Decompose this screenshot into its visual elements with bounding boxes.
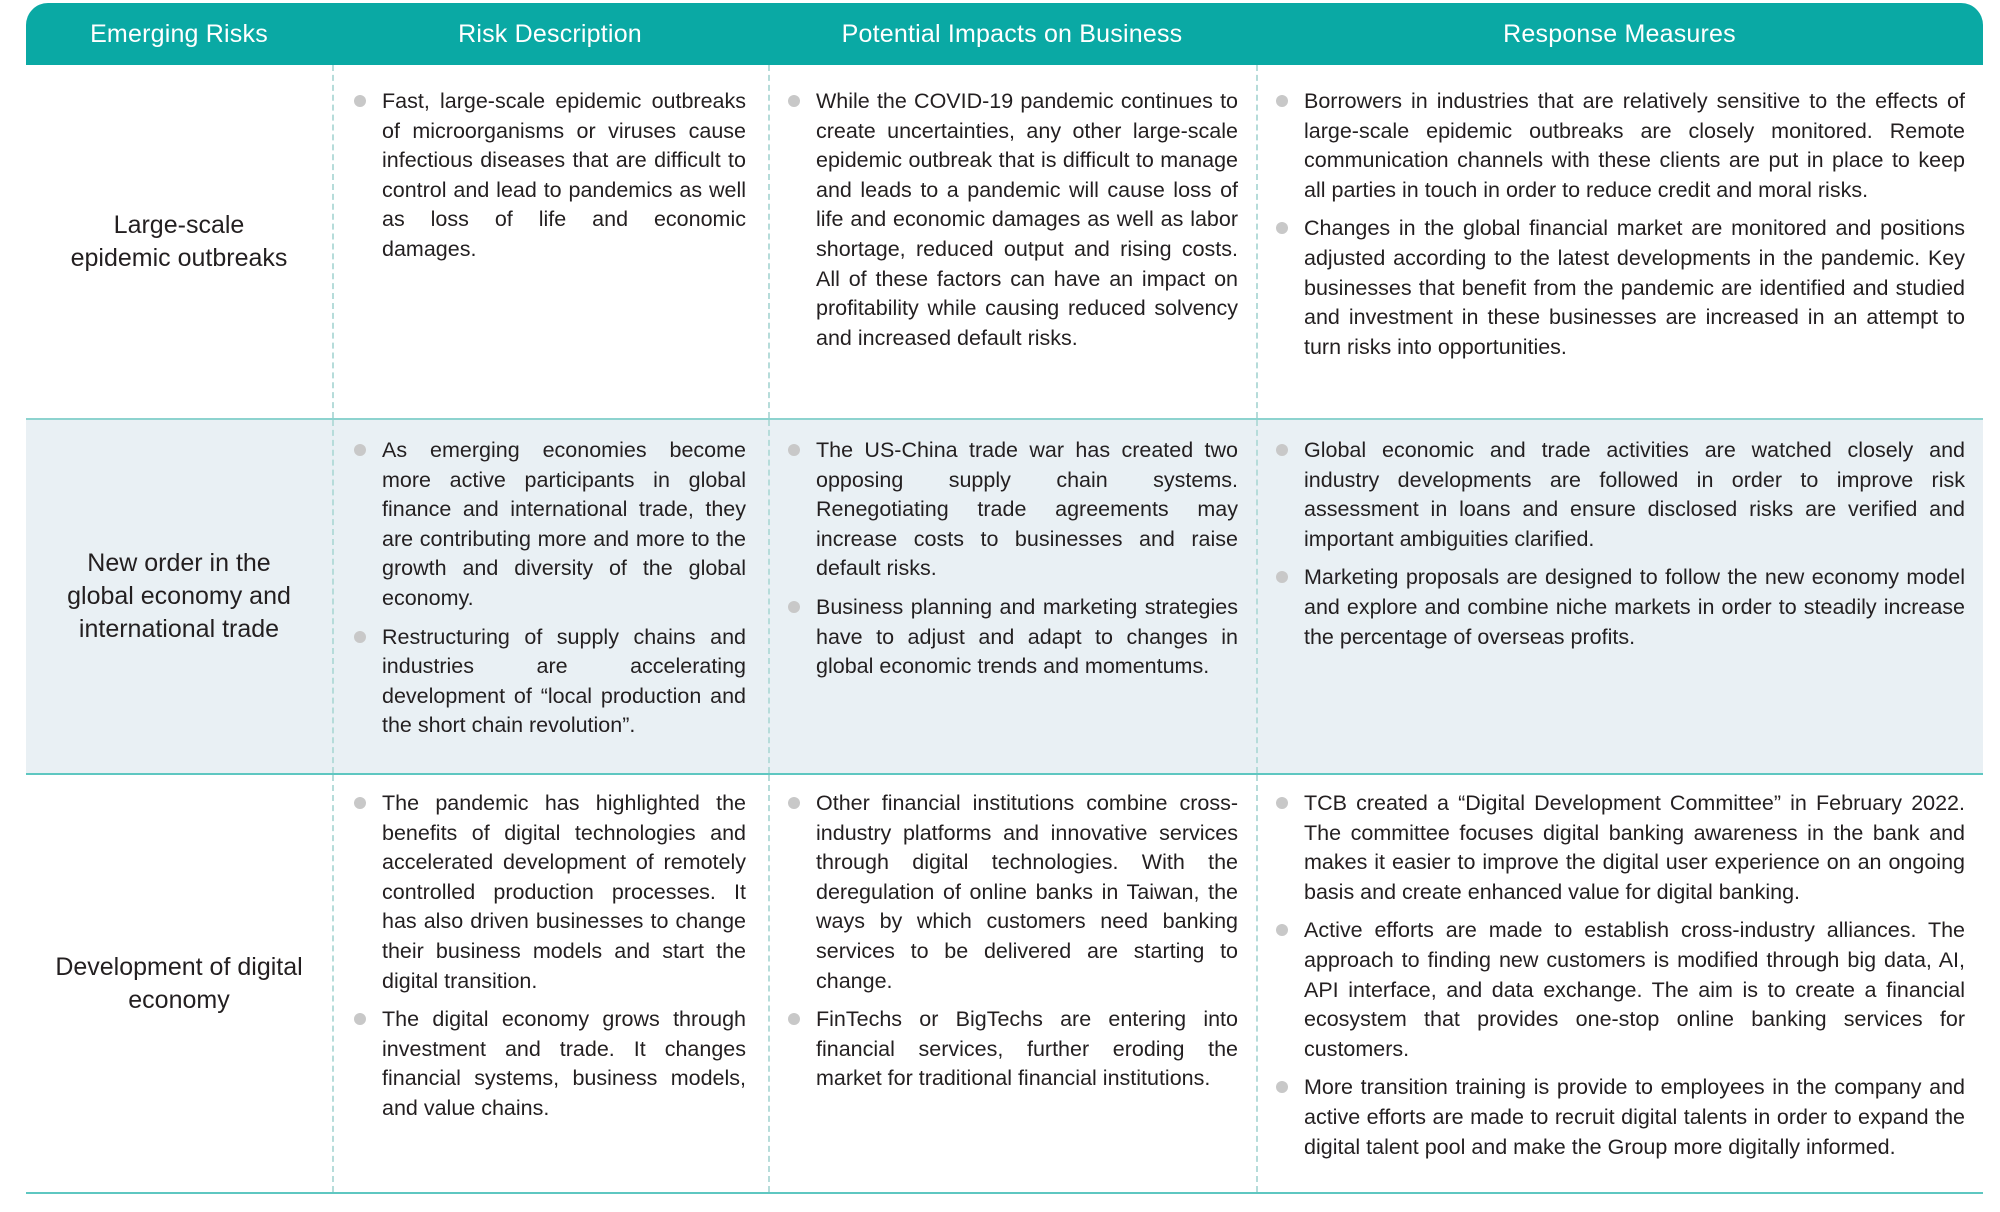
risk-name-cell: [26, 65, 332, 418]
potential-impacts-cell: [768, 420, 1256, 773]
list-item: The US-China trade war has created two opposing supply chain systems. Renegotiating trade agreements may increase costs to businesses and raise default risks.: [816, 436, 1238, 584]
list-item: More transition training is provide to employees in the company and active efforts are made to recruit digital talents in order to expand the digital talent pool and make the Group more digitally informed.: [1304, 1073, 1965, 1162]
emerging-risks-table: [26, 3, 1983, 1194]
header-risk-description: Risk Description: [458, 19, 642, 48]
list-item: The pandemic has highlighted the benefits of digital technologies and accelerated development of remotely controlled production processes. It has also driven businesses to change their business models and start the digital transition.: [382, 789, 746, 996]
list-item: FinTechs or BigTechs are entering into financial services, further eroding the market for traditional financial institutions.: [816, 1005, 1238, 1094]
list-item: As emerging economies become more active participants in global finance and international trade, they are contributing more and more to the growth and diversity of the global economy.: [382, 436, 746, 614]
list-item: Other financial institutions combine cross-industry platforms and innovative services through digital technologies. With the deregulation of online banks in Taiwan, the ways by which customers need banking services to be delivered are starting to change.: [816, 789, 1238, 996]
table-row: [26, 420, 1983, 775]
risk-description-cell: [332, 420, 768, 773]
list-item: Global economic and trade activities are watched closely and industry developments are followed in order to improve risk assessment in loans and ensure disclosed risks are verified and important ambiguities clarified.: [1304, 436, 1965, 554]
response-measures-cell: [1256, 775, 1983, 1192]
risk-name-cell: [26, 775, 332, 1192]
response-measures-cell: [1256, 420, 1983, 773]
list-item: Restructuring of supply chains and industries are accelerating development of “local production and the short chain revolution”.: [382, 623, 746, 741]
list-item: Active efforts are made to establish cross-industry alliances. The approach to finding new customers is modified through big data, AI, API interface, and data exchange. The aim is to create a financial ecosystem that provides one-stop online banking services for customers.: [1304, 916, 1965, 1064]
potential-impacts-cell: [768, 775, 1256, 1192]
header-potential-impacts: Potential Impacts on Business: [841, 19, 1183, 48]
list-item: TCB created a “Digital Development Committee” in February 2022. The committee focuses digital banking awareness in the bank and makes it easier to improve the digital user experience on an ongoing basis and create enhanced value for digital banking.: [1304, 789, 1965, 907]
list-item: Fast, large-scale epidemic outbreaks of microorganisms or viruses cause infectious diseases that are difficult to control and lead to pandemics as well as loss of life and economic damages.: [382, 87, 746, 265]
list-item: While the COVID-19 pandemic continues to create uncertainties, any other large-scale epidemic outbreak that is difficult to manage and leads to a pandemic will cause loss of life and economic damages as well as labor shortage, reduced output and rising costs. All of these factors can have an impact on profitability while causing reduced solvency and increased default risks.: [816, 87, 1238, 353]
list-item: Business planning and marketing strategies have to adjust and adapt to changes in global economic trends and momentums.: [816, 593, 1238, 682]
header-response-measures: Response Measures: [1503, 19, 1736, 48]
risk-description-cell: [332, 775, 768, 1192]
list-item: Marketing proposals are designed to follow the new economy model and explore and combine niche markets in order to steadily increase the percentage of overseas profits.: [1304, 563, 1965, 652]
potential-impacts-cell: [768, 65, 1256, 418]
risk-name: Development of digital economy: [55, 952, 303, 1014]
list-item: Changes in the global financial market are monitored and positions adjusted according to the latest developments in the pandemic. Key businesses that benefit from the pandemic are identified and studied and investment in these businesses are increased in an attempt to turn risks into opportunities.: [1304, 214, 1965, 362]
risk-name: Large-scale epidemic outbreaks: [70, 210, 288, 272]
header-emerging-risks: Emerging Risks: [90, 19, 268, 48]
risk-description-cell: [332, 65, 768, 418]
risk-name-cell: [26, 420, 332, 773]
list-item: Borrowers in industries that are relatively sensitive to the effects of large-scale epidemic outbreaks are closely monitored. Remote communication channels with these clients are put in place to keep all parties in touch in order to reduce credit and moral risks.: [1304, 87, 1965, 205]
table-header: [26, 3, 1983, 65]
risk-name: New order in the global economy and international trade: [67, 549, 291, 643]
table-row: [26, 65, 1983, 420]
response-measures-cell: [1256, 65, 1983, 418]
table-row: [26, 775, 1983, 1194]
list-item: The digital economy grows through investment and trade. It changes financial systems, business models, and value chains.: [382, 1005, 746, 1123]
